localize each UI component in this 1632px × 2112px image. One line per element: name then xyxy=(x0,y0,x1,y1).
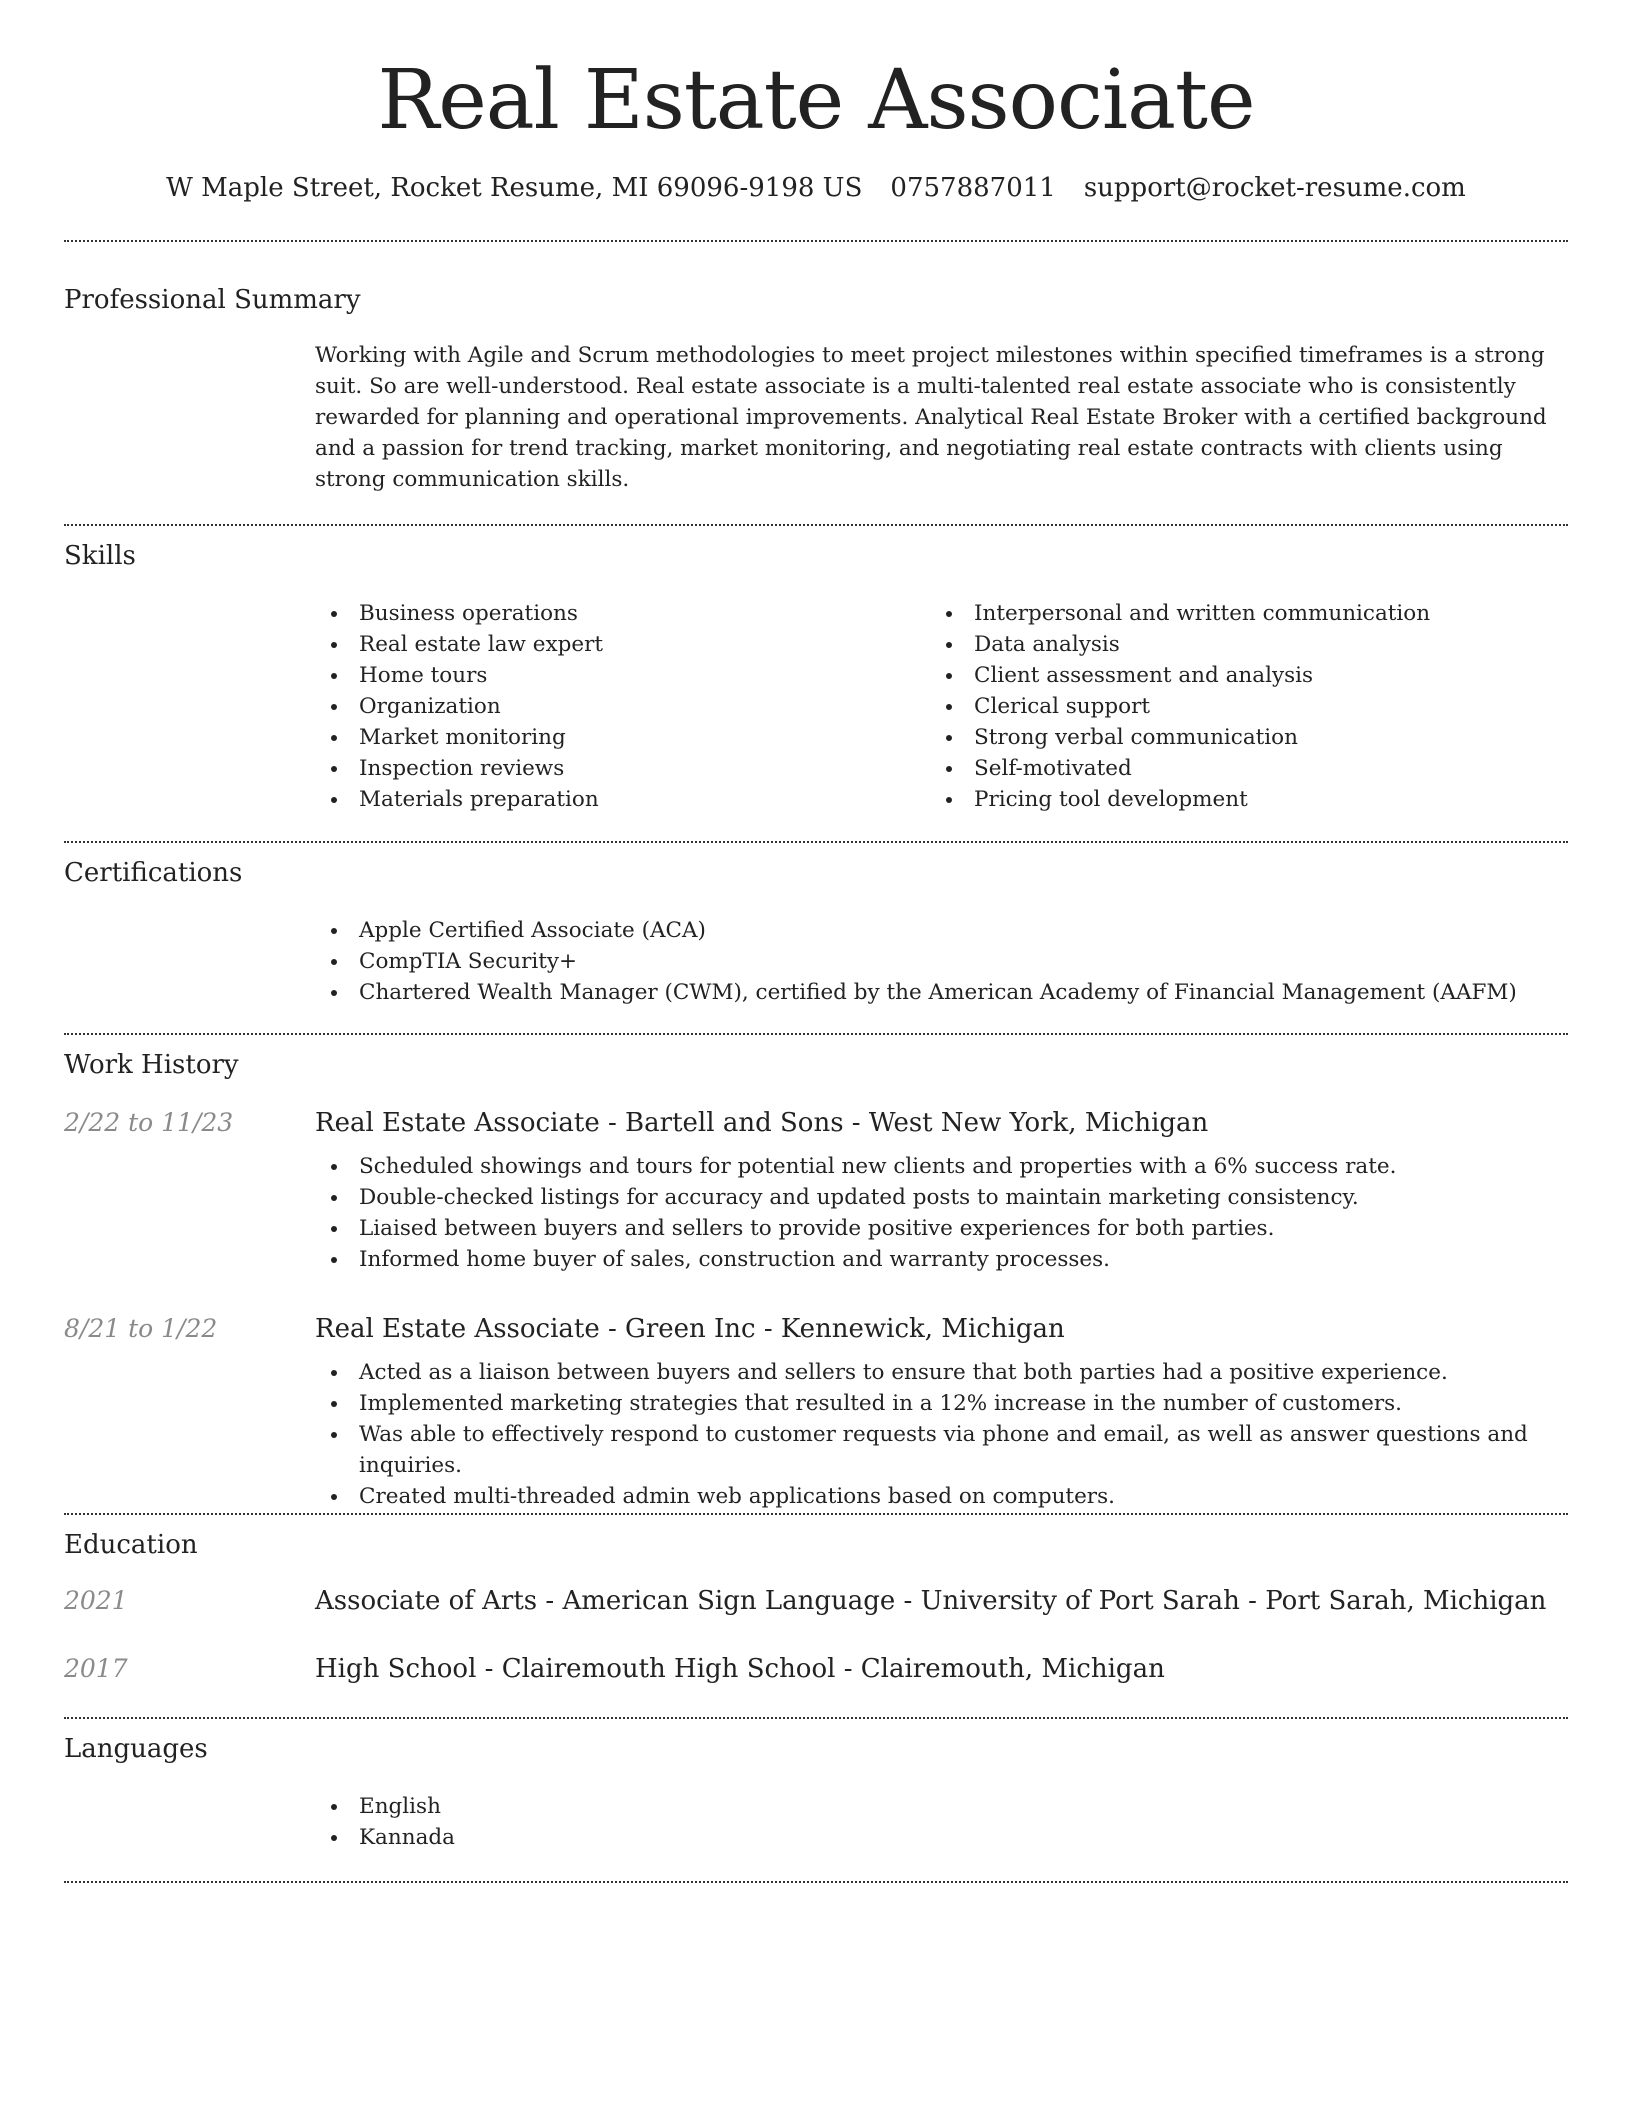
list-item: Implemented marketing strategies that resulted in a 12% increase in the number of customers. xyxy=(315,1388,1568,1419)
list-item: Created multi-threaded admin web applications based on computers. xyxy=(315,1481,1568,1512)
education-title: High School - Clairemouth High School - Clairemouth, Michigan xyxy=(315,1653,1165,1684)
list-item: Informed home buyer of sales, construction and warranty processes. xyxy=(315,1244,1568,1275)
list-item: CompTIA Security+ xyxy=(315,946,1568,977)
list-item: Liaised between buyers and sellers to provide positive experiences for both parties. xyxy=(315,1213,1568,1244)
list-item: Business operations xyxy=(315,598,930,629)
contact-phone: 0757887011 xyxy=(890,173,1056,204)
section-divider xyxy=(64,1881,1568,1883)
list-item: English xyxy=(315,1791,1568,1822)
resume-header xyxy=(64,0,1568,206)
job-entry xyxy=(64,1105,1568,1275)
languages-list xyxy=(315,1791,1568,1853)
education-entry xyxy=(64,1583,1568,1619)
job-entry xyxy=(64,1311,1568,1512)
skills-grid xyxy=(315,598,1568,815)
list-item: Materials preparation xyxy=(315,784,930,815)
job-title: Real Estate Associate - Green Inc - Kennewick, Michigan xyxy=(315,1313,1065,1344)
work-history-section xyxy=(64,1049,1568,1513)
summary-text: Working with Agile and Scrum methodologies to meet project milestones within specified timeframes is a strong suit. So are well-understood. Real estate associate is a multi-talented real estate associate who is consistently rewarded for planning and operational improvements. Analytical Real Estate Broker with a certified background and a passion for trend tracking, market monitoring, and negotiating real estate contracts with clients using strong communication skills. xyxy=(315,342,1547,492)
summary-section xyxy=(64,284,1568,524)
candidate-name: Real Estate Associate xyxy=(377,53,1255,148)
work-history-heading: Work History xyxy=(64,1050,239,1081)
job-dates: 8/21 to 1/22 xyxy=(64,1313,218,1343)
education-year: 2021 xyxy=(64,1585,128,1615)
job-body xyxy=(315,1105,1568,1275)
languages-heading: Languages xyxy=(64,1734,208,1765)
list-item: Real estate law expert xyxy=(315,629,930,660)
list-item: Pricing tool development xyxy=(930,784,1545,815)
skills-section xyxy=(64,540,1568,841)
list-item: Data analysis xyxy=(930,629,1545,660)
skills-list-right xyxy=(930,598,1545,815)
summary-heading: Professional Summary xyxy=(64,285,361,316)
job-body xyxy=(315,1311,1568,1512)
list-item: Market monitoring xyxy=(315,722,930,753)
education-heading: Education xyxy=(64,1530,198,1561)
certifications-section xyxy=(64,857,1568,1033)
section-divider xyxy=(64,1513,1568,1515)
list-item: Chartered Wealth Manager (CWM), certified by the American Academy of Financial Management (AAFM) xyxy=(315,977,1568,1008)
section-divider xyxy=(64,524,1568,526)
list-item: Organization xyxy=(315,691,930,722)
list-item: Scheduled showings and tours for potential new clients and properties with a 6% success rate. xyxy=(315,1151,1568,1182)
section-divider xyxy=(64,841,1568,843)
education-entry xyxy=(64,1651,1568,1687)
list-item: Inspection reviews xyxy=(315,753,930,784)
list-item: Self-motivated xyxy=(930,753,1545,784)
list-item: Home tours xyxy=(315,660,930,691)
section-divider xyxy=(64,1033,1568,1035)
certifications-list xyxy=(315,915,1568,1008)
education-year: 2017 xyxy=(64,1653,128,1683)
list-item: Kannada xyxy=(315,1822,1568,1853)
job-title: Real Estate Associate - Bartell and Sons - West New York, Michigan xyxy=(315,1107,1209,1138)
list-item: Double-checked listings for accuracy and updated posts to maintain marketing consistency. xyxy=(315,1182,1568,1213)
list-item: Was able to effectively respond to customer requests via phone and email, as well as answer questions and inquiries. xyxy=(315,1419,1568,1481)
skills-list-left xyxy=(315,598,930,815)
list-item: Client assessment and analysis xyxy=(930,660,1545,691)
list-item: Apple Certified Associate (ACA) xyxy=(315,915,1568,946)
languages-section xyxy=(64,1733,1568,1881)
job-bullets xyxy=(315,1151,1568,1275)
skills-heading: Skills xyxy=(64,541,136,572)
list-item: Interpersonal and written communication xyxy=(930,598,1545,629)
section-divider xyxy=(64,1717,1568,1719)
job-bullets xyxy=(315,1357,1568,1512)
list-item: Clerical support xyxy=(930,691,1545,722)
education-title: Associate of Arts - American Sign Language - University of Port Sarah - Port Sarah, Michigan xyxy=(315,1585,1547,1616)
list-item: Strong verbal communication xyxy=(930,722,1545,753)
job-dates: 2/22 to 11/23 xyxy=(64,1107,234,1137)
education-section xyxy=(64,1529,1568,1717)
list-item: Acted as a liaison between buyers and sellers to ensure that both parties had a positive experience. xyxy=(315,1357,1568,1388)
certifications-heading: Certifications xyxy=(64,858,243,889)
section-divider xyxy=(64,240,1568,242)
contact-email: support@rocket-resume.com xyxy=(1083,173,1466,204)
contact-address: W Maple Street, Rocket Resume, MI 69096-9198 US xyxy=(166,173,863,204)
contact-line xyxy=(64,172,1568,206)
